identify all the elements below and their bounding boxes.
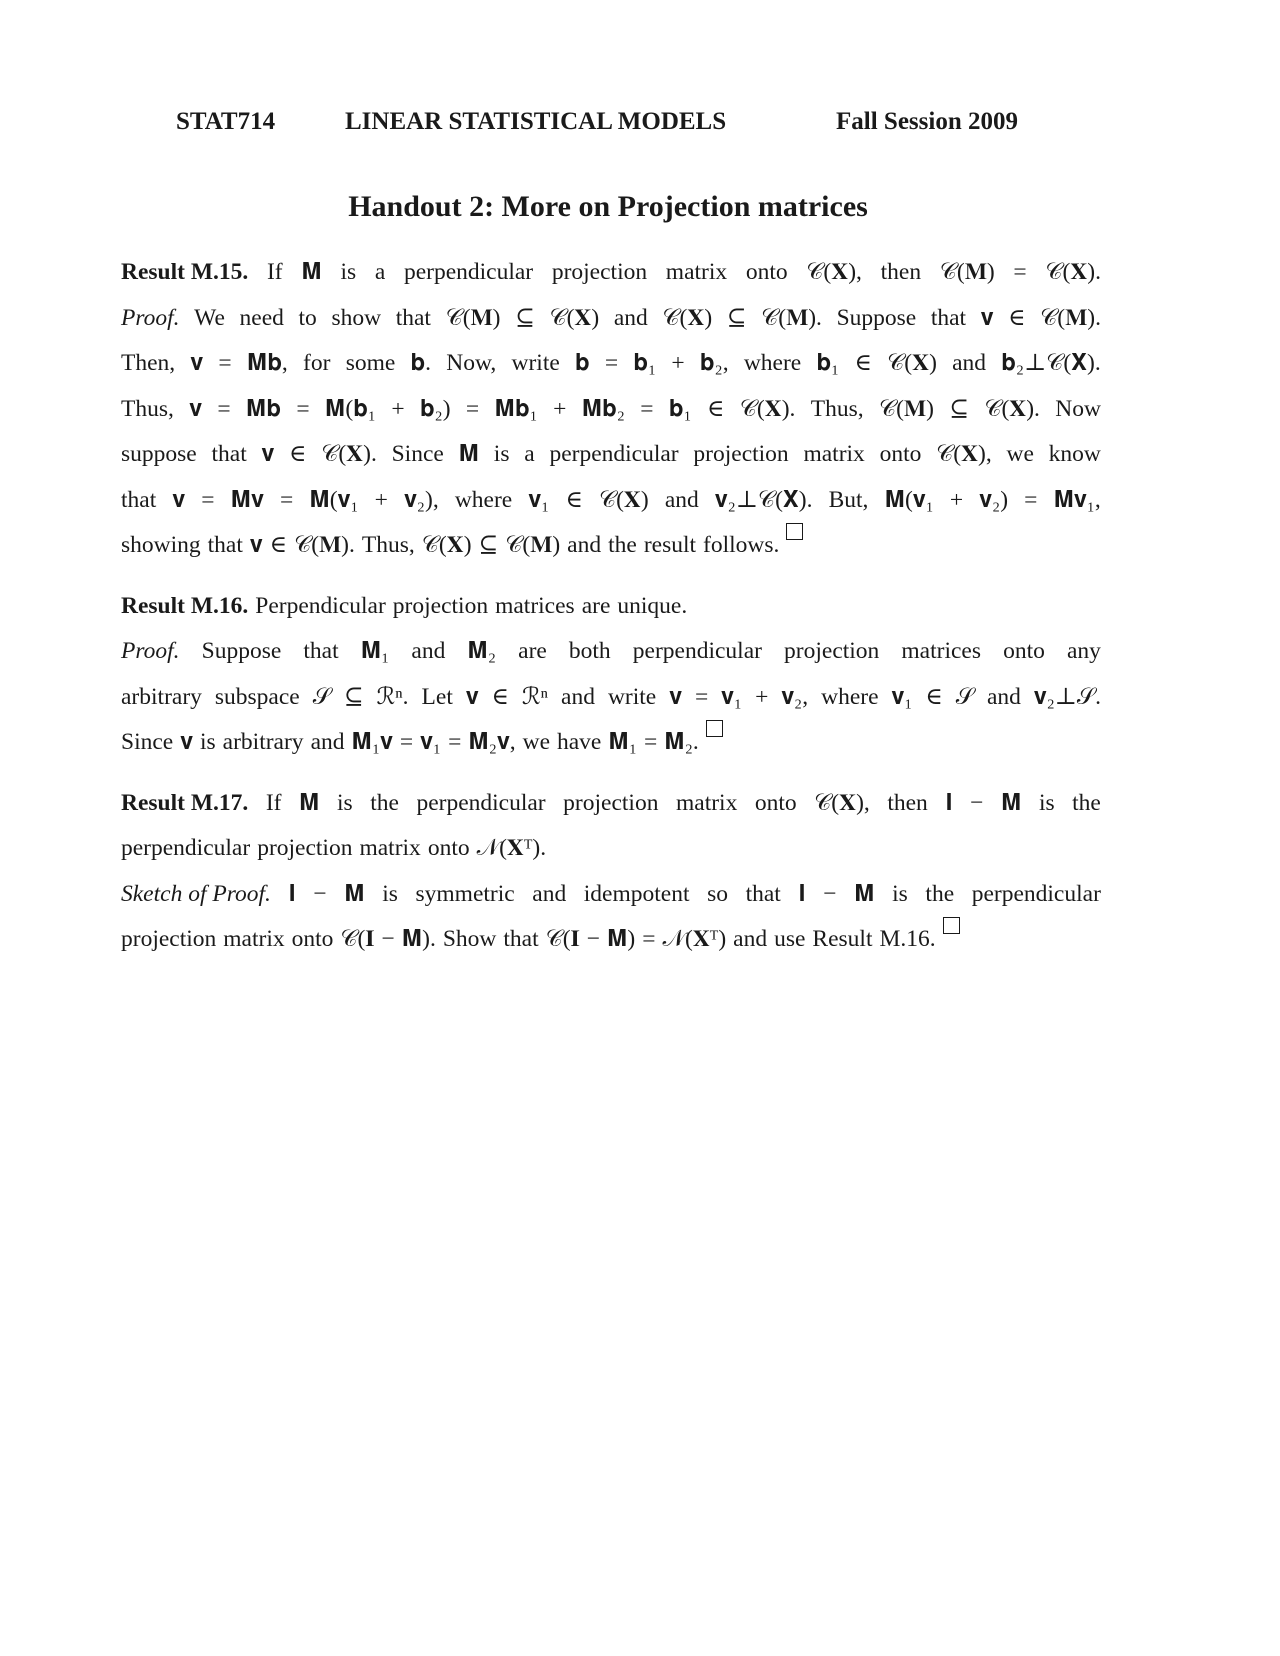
word: Show (442, 926, 497, 952)
word: 𝐯₁ (891, 683, 913, 710)
word: 𝐛₁ (633, 350, 657, 376)
word: and (561, 683, 595, 710)
word: a (524, 441, 535, 467)
word: 𝐯 (189, 395, 202, 422)
text-line (121, 629, 1101, 675)
word: ⊆ (478, 532, 499, 558)
word: 𝐯₁ (420, 729, 442, 755)
word: 𝒞(𝐌) (505, 532, 561, 558)
word: and (567, 532, 602, 558)
word: some (345, 350, 396, 376)
proof-label: Proof. (121, 304, 180, 331)
word: need (239, 304, 284, 331)
word: = (399, 729, 414, 755)
word: perpendicular (416, 789, 546, 816)
text-line (121, 781, 1101, 827)
word: If (266, 259, 283, 285)
result-label: Result M.15. (121, 259, 249, 285)
paragraph-gap (121, 569, 1101, 584)
word: that (745, 880, 781, 907)
word: 𝐌(𝐯₁ (309, 486, 359, 513)
word: projection (563, 789, 659, 816)
word: 𝒮 (312, 683, 331, 710)
word: 𝐯₂) (979, 486, 1009, 513)
word: arbitrary (121, 683, 202, 710)
word: − (313, 880, 327, 907)
word: that (207, 532, 243, 558)
word: that (303, 638, 339, 664)
word: show (331, 304, 382, 331)
word: onto (879, 441, 922, 467)
word: 𝒞(𝐗) (549, 304, 600, 331)
word: 𝐛. (410, 350, 431, 376)
word: ⊆ (515, 304, 535, 331)
word: ∈ (925, 683, 943, 710)
word: then (880, 259, 922, 285)
word: is (340, 259, 357, 285)
word: = (1024, 486, 1038, 513)
proof-label: Proof. (121, 638, 180, 664)
word: is (382, 880, 398, 907)
word: 𝐌𝐛 (245, 395, 281, 422)
word: Then, (121, 350, 176, 376)
word: ∈ (289, 441, 307, 467)
word: projection (257, 835, 353, 861)
text-line (121, 478, 1101, 524)
word: = (218, 350, 232, 376)
word: suppose (121, 441, 197, 467)
word: the (1072, 789, 1101, 816)
word: = (217, 395, 231, 422)
word: 𝒞(𝐗). (321, 441, 377, 467)
word: unique. (617, 592, 688, 619)
word: we (1006, 441, 1034, 467)
word: 𝒞(𝐈 (545, 926, 580, 952)
word: Now, (446, 350, 497, 376)
word: perpendicular (632, 638, 762, 664)
word: = (644, 729, 658, 755)
word: 𝐈 (945, 789, 953, 816)
word: perpendicular (549, 441, 679, 467)
word: + (553, 395, 567, 422)
word: − (586, 926, 600, 952)
word: 𝐯₂, (781, 683, 809, 710)
word: write (607, 683, 657, 710)
text-line (121, 720, 1101, 766)
word: 𝒞(𝐗). (984, 395, 1040, 422)
word: 𝐛₁ (668, 395, 692, 422)
text-line (121, 387, 1101, 433)
qed-icon (706, 720, 723, 737)
qed-icon (943, 917, 960, 934)
word: 𝐌(𝐛₁ (324, 395, 376, 422)
word: where (821, 683, 879, 710)
word: 𝒩(𝐗ᵀ) (662, 926, 727, 952)
word: Perpendicular (255, 592, 386, 619)
word: Let (421, 683, 453, 710)
word: = (448, 729, 462, 755)
paragraph-gap (121, 766, 1101, 781)
word: 𝐌 (854, 880, 875, 907)
word: perpendicular (403, 259, 534, 285)
word: 𝐯₂⊥𝒞(𝐗). (714, 486, 813, 513)
word: 𝒞(𝐌). (761, 304, 822, 331)
word: perpendicular (971, 880, 1101, 907)
word: 𝒞(𝐗), (936, 441, 992, 467)
word: any (1066, 638, 1101, 664)
word: = (640, 395, 654, 422)
word: But, (828, 486, 869, 513)
word: − (381, 926, 395, 952)
result-block (121, 584, 1101, 766)
word: 𝐯₂⊥𝒮. (1033, 683, 1101, 710)
word: Since (391, 441, 444, 467)
word: and (733, 926, 768, 952)
word: 𝐯₂), (404, 486, 439, 513)
word: that (395, 304, 431, 331)
word: 𝐛₂) (419, 395, 451, 422)
word: 𝐯 (249, 532, 263, 558)
word: = (604, 350, 619, 376)
word: 𝒞(𝐗) (421, 532, 472, 558)
word: 𝐌 (299, 789, 320, 816)
word: 𝐈 (798, 880, 806, 907)
result-label: Result M.16. (121, 592, 249, 619)
word: 𝐌₂𝐯, (468, 729, 516, 755)
word: + (755, 683, 769, 710)
word: Since (121, 729, 174, 755)
word: 𝐯₁ (721, 683, 743, 710)
word: and (532, 880, 567, 907)
word: 𝒞(𝐗) (662, 304, 713, 331)
word: 𝐌 (1000, 789, 1022, 816)
word: so (707, 880, 728, 907)
word: 𝐯 (669, 683, 682, 710)
word: 𝐌𝐛₁ (494, 395, 538, 422)
word: the (608, 532, 637, 558)
word: 𝐯 (980, 304, 994, 331)
word: 𝐛 (575, 350, 590, 376)
word: 𝐯₁ (528, 486, 550, 513)
word: Result (812, 926, 873, 952)
word: − (823, 880, 837, 907)
word: 𝒩(𝐗ᵀ). (476, 835, 547, 861)
proof-label: Sketch of Proof. (121, 880, 271, 907)
word: matrix (359, 835, 421, 861)
word: 𝐯 (180, 729, 193, 755)
word: and (613, 304, 648, 331)
word: to (298, 304, 317, 331)
word: 𝐌(𝐯₁ (884, 486, 934, 513)
word: Thus, (810, 395, 864, 422)
result-label: Result M.17. (121, 789, 249, 816)
word: the (370, 789, 399, 816)
word: write (511, 350, 560, 376)
word: ⊆ (726, 304, 747, 331)
text-line (121, 250, 1101, 296)
word: for (303, 350, 331, 376)
word: ∈ (565, 486, 583, 513)
word: Suppose (201, 638, 282, 664)
word: we (522, 729, 550, 755)
word: matrix (223, 926, 285, 952)
word: ℛⁿ (521, 683, 549, 710)
word: 𝐌) (606, 926, 636, 952)
course-title: LINEAR STATISTICAL MODELS (345, 108, 727, 135)
word: 𝒮 (955, 683, 974, 710)
word: and (411, 638, 446, 664)
word: 𝒞(𝐗), (806, 259, 862, 285)
word: ∈ (491, 683, 509, 710)
word: M.16. (879, 926, 936, 952)
word: matrices (495, 592, 575, 619)
result-block (121, 250, 1101, 569)
word: We (194, 304, 225, 331)
word: 𝐌₂. (664, 729, 699, 755)
word: is (493, 441, 510, 467)
word: 𝒞(𝐌) (878, 395, 934, 422)
word: 𝐌𝐛₂ (581, 395, 625, 422)
word: ⊆ (343, 683, 364, 710)
word: + (949, 486, 964, 513)
word: Suppose (836, 304, 917, 331)
word: that (503, 926, 539, 952)
word: Thus, (361, 532, 415, 558)
word: that (211, 441, 247, 467)
word: 𝐌₁ (608, 729, 638, 755)
word: onto (291, 926, 334, 952)
word: 𝐌 (301, 259, 322, 285)
word: is (336, 789, 353, 816)
word: then (887, 789, 928, 816)
word: 𝐌). (401, 926, 436, 952)
word: idempotent (583, 880, 690, 907)
word: 𝐌₁𝐯 (351, 729, 393, 755)
word: matrices (901, 638, 981, 664)
word: onto (754, 789, 797, 816)
word: ⊆ (949, 395, 969, 422)
word: 𝐌𝐯₁, (1053, 486, 1101, 513)
word: a (374, 259, 386, 285)
word: projection (693, 441, 789, 467)
word: matrix (803, 441, 865, 467)
word: ∈ (707, 395, 725, 422)
qed-icon (786, 523, 803, 540)
word: use (774, 926, 806, 952)
word: and (310, 729, 345, 755)
result-block (121, 781, 1101, 963)
word: If (265, 789, 282, 816)
text-line (121, 826, 1101, 872)
word: 𝐈 (288, 880, 296, 907)
word: − (970, 789, 984, 816)
course-code: STAT714 (176, 108, 276, 135)
word: is (892, 880, 908, 907)
word: are (518, 638, 547, 664)
word: 𝐯 (261, 441, 275, 467)
word: projection (121, 926, 217, 952)
word: have (557, 729, 602, 755)
word: is (1038, 789, 1055, 816)
word: are (581, 592, 611, 619)
word: + (374, 486, 388, 513)
word: = (279, 486, 294, 513)
text-line (121, 584, 1101, 630)
word: Thus, (121, 395, 174, 422)
word: 𝐌 (344, 880, 365, 907)
text-line (121, 523, 1101, 569)
word: + (671, 350, 685, 376)
word: ∈ (1008, 304, 1026, 331)
word: subspace (214, 683, 300, 710)
text-line (121, 917, 1101, 963)
word: 𝒞(𝐗), (814, 789, 870, 816)
word: 𝒞(𝐗). (739, 395, 796, 422)
word: 𝒞(𝐌). (1040, 304, 1101, 331)
text-line (121, 296, 1101, 342)
word: 𝐛₂, (699, 350, 729, 376)
word: know (1048, 441, 1101, 467)
word: that (930, 304, 967, 331)
word: 𝒞(𝐗). (1045, 259, 1101, 285)
word: 𝐌₁ (360, 638, 390, 664)
word: = (465, 395, 480, 422)
word: 𝒞(𝐌) (445, 304, 501, 331)
word: matrix (675, 789, 738, 816)
word: 𝐛₁ (816, 350, 840, 376)
text-line (121, 432, 1101, 478)
word: 𝒞(𝐈 (340, 926, 375, 952)
word: where (743, 350, 802, 376)
word: and (664, 486, 699, 513)
document-body (121, 250, 1101, 963)
word: is (199, 729, 216, 755)
word: 𝒞(𝐗) (598, 486, 649, 513)
document-title: Handout 2: More on Projection matrices (348, 190, 868, 223)
word: ℛⁿ. (376, 683, 409, 710)
text-line (121, 872, 1101, 918)
word: + (391, 395, 405, 422)
word: 𝐌𝐯 (230, 486, 264, 513)
word: onto (1003, 638, 1045, 664)
word: 𝐌 (458, 441, 480, 467)
word: onto (427, 835, 470, 861)
word: = (642, 926, 656, 952)
word: = (296, 395, 310, 422)
text-line (121, 341, 1101, 387)
text-line (121, 675, 1101, 721)
word: the (925, 880, 955, 907)
word: 𝐯 (190, 350, 204, 376)
word: and (952, 350, 987, 376)
word: 𝐌₂ (467, 638, 497, 664)
word: matrix (665, 259, 728, 285)
word: follows. (703, 532, 780, 558)
word: onto (745, 259, 788, 285)
word: ∈ (854, 350, 872, 376)
word: projection (392, 592, 489, 619)
word: 𝒞(𝐌). (294, 532, 355, 558)
word: symmetric (415, 880, 515, 907)
word: = (1013, 259, 1027, 285)
word: showing (121, 532, 201, 558)
word: 𝐯 (465, 683, 479, 710)
word: both (568, 638, 611, 664)
word: where (454, 486, 513, 513)
word: that (121, 486, 157, 513)
word: = (201, 486, 215, 513)
word: 𝒞(𝐗) (887, 350, 937, 376)
word: result (643, 532, 697, 558)
word: projection (551, 259, 648, 285)
word: arbitrary (222, 729, 304, 755)
word: perpendicular (121, 835, 251, 861)
word: ∈ (269, 532, 288, 558)
word: 𝐌𝐛, (246, 350, 288, 376)
word: Now (1055, 395, 1101, 422)
word: = (694, 683, 709, 710)
word: projection (784, 638, 880, 664)
word: 𝐯 (172, 486, 186, 513)
word: 𝐛₂⊥𝒞(𝐗). (1001, 350, 1101, 376)
word: 𝒞(𝐌) (939, 259, 995, 285)
word: and (986, 683, 1021, 710)
session-label: Fall Session 2009 (836, 108, 1018, 135)
